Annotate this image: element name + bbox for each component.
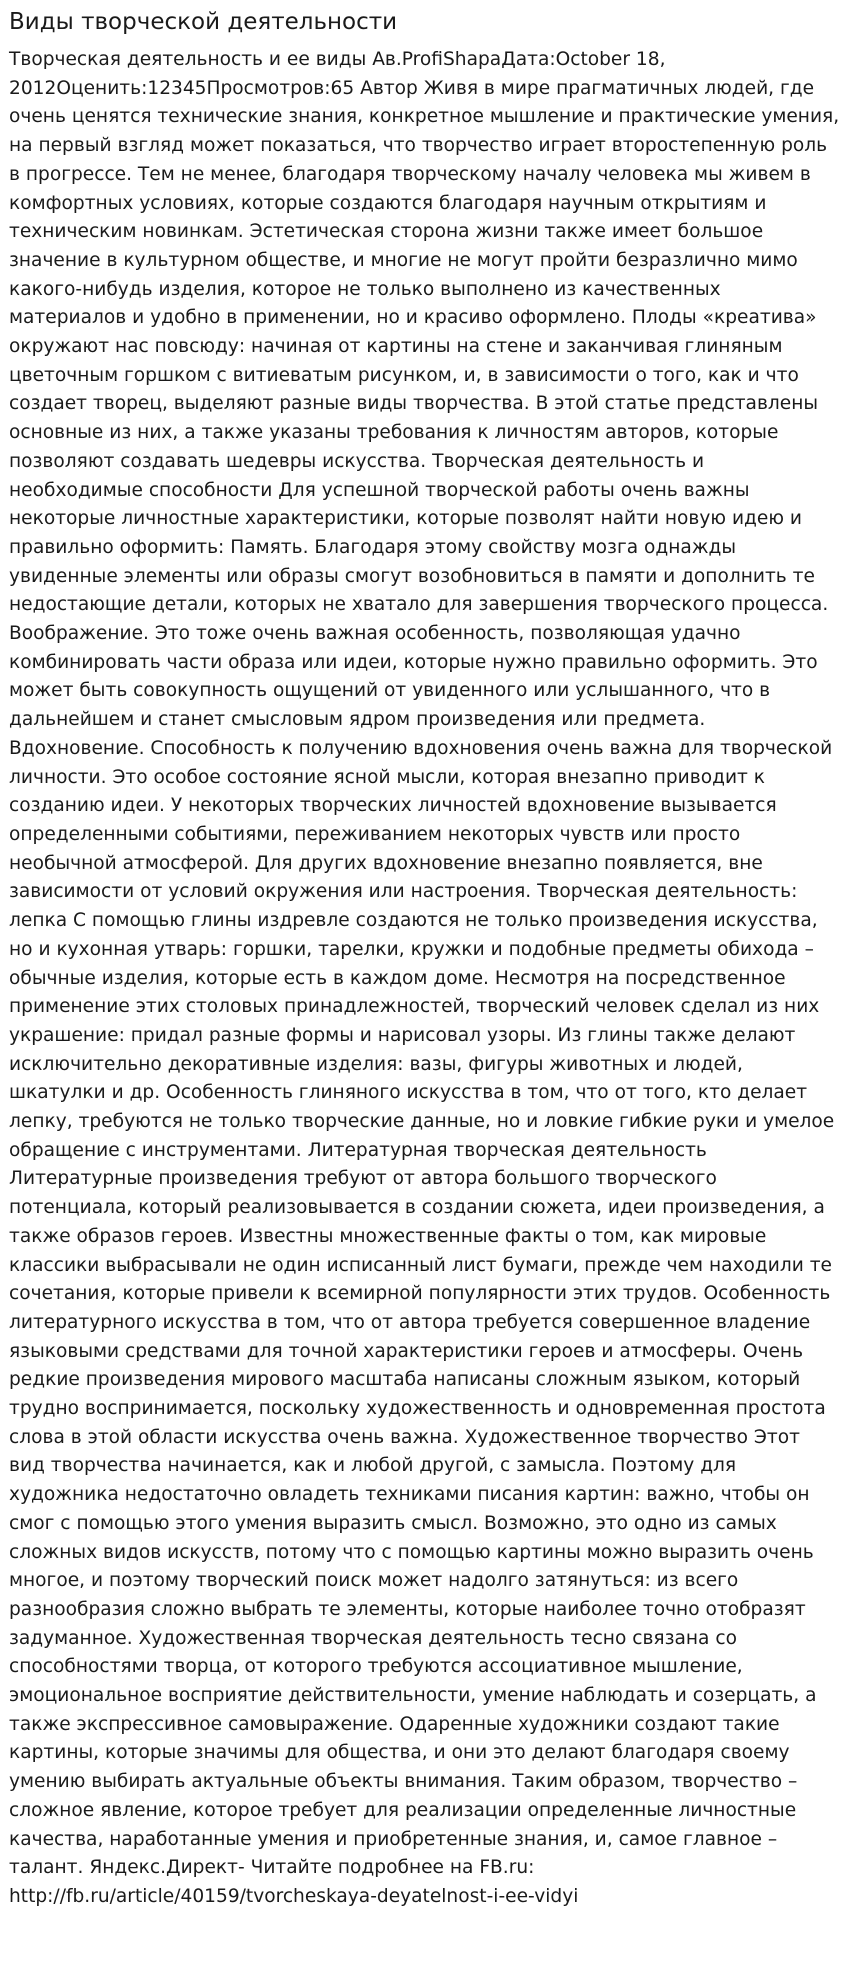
article-heading: Творческая деятельность и ее виды — [9, 49, 367, 70]
author-label: Ав. — [372, 49, 402, 70]
views-label: Просмотров: — [206, 77, 331, 99]
rating-options[interactable]: 12345 — [147, 77, 207, 99]
author-word: Автор — [360, 77, 418, 99]
publish-date: October 18, 2012 — [9, 49, 666, 99]
rate-label: Оценить: — [56, 77, 148, 99]
article-body — [9, 46, 841, 1912]
article-text: Живя в мире прагматичных людей, где очень ценятся технические знания, конкретное мышление и практические умения, на первый взгляд может показаться, что творчество играет второстепенную роль в прогрессе. Тем не менее, благодаря творческому началу человека мы живем в комфортных условиях, которые создаются благодаря научным открытиям и техническим новинкам. Эстетическая сторона жизни также имеет большое значение в культурном обществе, и многие не могут пройти безразлично мимо какого-нибудь изделия, которое не только выполнено из качественных материалов и удобно в применении, но и красиво оформлено. Плоды «креатива» окружают нас повсюду: начиная от картины на стене и заканчивая глиняным цветочным горшком с витиеватым рисунком, и, в зависимости о того, как и что создает творец, выделяют разные виды творчества. В этой статье представлены основные из них, а также указаны требования к личностям авторов, которые позволяют создавать шедевры искусства. Творческая деятельность и необходимые способности Для успешной творческой работы очень важны некоторые личностные характеристики, которые позволят найти новую идею и правильно оформить: Память. Благодаря этому свойству мозга однажды увиденные элементы или образы смогут возобновиться в памяти и дополнить те недостающие детали, которых не хватало для завершения творческого процесса. Воображение. Это тоже очень важная особенность, позволяющая удачно комбинировать части образа или идеи, которые нужно правильно оформить. Это может быть совокупность ощущений от увиденного или услышанного, что в дальнейшем и станет смысловым ядром произведения или предмета. Вдохновение. Способность к получению вдохновения очень важна для творческой личности. Это особое состояние ясной мысли, которая внезапно приводит к созданию идеи. У некоторых творческих личностей вдохновение вызывается определенными событиями, переживанием некоторых чувств или просто необычной атмосферой. Для других вдохновение внезапно появляется, вне зависимости от условий окружения или настроения. Творческая деятельность: лепка С помощью глины издревле создаются не только произведения искусства, но и кухонная утварь: горшки, тарелки, кружки и подобные предметы обихода – обычные изделия, которые есть в каждом доме. Несмотря на посредственное применение этих столовых принадлежностей, творческий человек сделал из них украшение: придал разные формы и нарисовал узоры. Из глины также делают исключительно декоративные изделия: вазы, фигуры животных и людей, шкатулки и др. Особенность глиняного искусства в том, что от того, кто делает лепку, требуются не только творческие данные, но и ловкие гибкие руки и умелое обращение с инструментами. Литературная творческая деятельность Литературные произведения требуют от автора большого творческого потенциала, который реализовывается в создании сюжета, идеи произведения, а также образов героев. Известны множественные факты о том, как мировые классики выбрасывали не один исписанный лист бумаги, прежде чем находили те сочетания, которые привели к всемирной популярности этих трудов. Особенность литературного искусства в том, что от автора требуется совершенное владение языковыми средствами для точной характеристики героев и атмосферы. Очень редкие произведения мирового масштаба написаны сложным языком, который трудно воспринимается, поскольку художественность и одновременная простота слова в этой области искусства очень важна. Художественное творчество Этот вид творчества начинается, как и любой другой, с замысла. Поэтому для художника недостаточно овладеть техниками писания картин: важно, чтобы он смог с помощью этого умения выразить смысл. Возможно, это одно из самых сложных видов искусств, потому что с помощью картины можно выразить очень многое, и поэтому творческий поиск может надолго затянуться: из всего разнообразия сложно выбрать те элементы, которые наиболее точно отобразят задуманное. Художественная творческая деятельность тесно связана со способностями творца, от которого требуются ассоциативное мышление, эмоциональное восприятие действительности, умение наблюдать и созерцать, а также экспрессивное самовыражение. Одаренные художники создают такие картины, которые значимы для общества, и они это делают благодаря своему умению выбирать актуальные объекты внимания. Таким образом, творчество – сложное явление, которое требует для реализации определенные личностные качества, наработанные умения и приобретенные знания, и, самое главное – талант. Яндекс.Директ- Читайте подробнее на FB.ru: http://fb.ru/article/40159/tvorcheskaya-deyatelnost-i-ee-vidyi — [9, 77, 840, 1907]
views-count: 65 — [330, 77, 355, 99]
date-label: Дата: — [501, 49, 556, 70]
author-name[interactable]: ProfiShapa — [401, 49, 502, 70]
page-title: Виды творческой деятельности — [9, 9, 398, 35]
